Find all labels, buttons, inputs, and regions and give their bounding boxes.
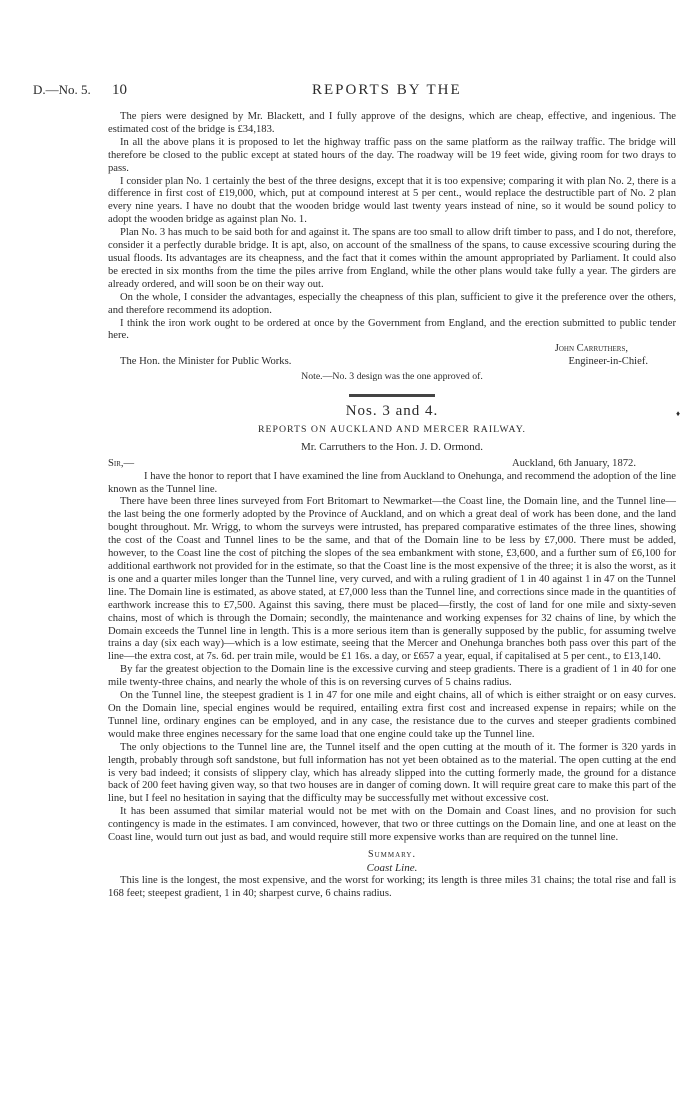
summary-subheading: Coast Line. bbox=[366, 861, 418, 874]
letter-heading: Mr. Carruthers to the Hon. J. D. Ormond. bbox=[300, 440, 484, 453]
paragraph: I think the iron work ought to be ordered at once by the Government from England, and the erection submitted to public tender here. bbox=[108, 317, 676, 342]
paragraph: On the whole, I consider the advantages, especially the cheapness of this plan, sufficient to give it the preference over the others, and therefore recommend its adoption. bbox=[108, 291, 676, 316]
paragraph: I consider plan No. 1 certainly the best of the three designs, except that it is too expensive; comparing it with plan No. 2, there is a difference in first cost of £19,000, which, put at compound interest at 5 per cent., would replace the destructible part of No. 2 plan every nine years. I have no doubt that the wooden bridge would last twenty years instead of nine, so it would be sound policy to adopt the wooden bridge as against plan No. 1. bbox=[108, 175, 676, 226]
footnote: Note.—No. 3 design was the one approved of. bbox=[301, 371, 483, 383]
signature-title: Engineer-in-Chief. bbox=[568, 356, 648, 368]
page-number: 10 bbox=[112, 82, 127, 98]
salutation-row bbox=[108, 458, 676, 471]
paragraph: The only objections to the Tunnel line are, the Tunnel itself and the open cutting at the mouth of it. The former is 320 yards in length, probably through soft sandstone, but full information has not yet been obtained as to the material. The open cutting at the end is very bad indeed; it consists of slippery clay, which has already slipped into the cutting formerly made, the ground for a distance back of 200 feet having given way, so that two houses are in danger of coming down. It will require great care to make this part of the line, but I feel no hesitation in saying that the difficulty may be successfully met without excessive cost. bbox=[108, 741, 676, 805]
paragraph: Plan No. 3 has much to be said both for and against it. The spans are too small to allow drift timber to pass, and I do not, therefore, consider it a perfectly durable bridge. It is apt, also, on account of the smallness of the spans, to cause excessive scouring during the usual floods. Its advantages are its cheapness, and the fact that it comes within the amount appropriated by Parliament. It could also be erected in six months from the time the piles arrive from England, while the other plans would take fully a year. The girders are already ordered, and will soon be on their way out. bbox=[108, 227, 676, 290]
section-divider bbox=[349, 394, 435, 397]
paragraph: There have been three lines surveyed from Fort Britomart to Newmarket—the Coast line, the Domain line, and the Tunnel line—the last being the one formerly adopted by the Province of Auckland, and on which a great deal of work has been done, and the land bought throughout. Mr. Wrigg, to whom the surveys were intrusted, has prepared comparative estimates of the three lines, showing the cost of the Coast and Tunnel lines to be the same, and that of the Domain line to be less by £7,000. There must be added, however, to the Coast line the cost of pitching the slopes of the sea embankment with stone, £3,600, and a further sum of £6,100 for additional earthwork not provided for in the estimate, so that the Coast line is the most expensive of the three; it is also the worst, as it is one and a quarter miles longer than the Tunnel line, very curved, and with a ruling gradient of 1 in 40 against 1 in 47 on the Tunnel line. The Domain line is estimated, as above stated, at £7,000 less than the Tunnel line, and corrections since made in the quantities of earthwork increase this to £7,500. Against this saving, there must be placed—firstly, the cost of land for one mile and sixty-seven chains, most of which is through the Domain; secondly, the maintenance and working expenses for 32 chains of line, by which the Domain exceeds the Tunnel line in length. This is a more serious item than is generally supposed by the public, for assuming twelve trains a day (six each way)—which is a low estimate, seeing that the Mercer and Onehunga branches both pass over this part of the line—the extra cost, at 7s. 6d. per train mile, would be £1 16s. a day, or £657 a year, equal, if capitalised at 5 per cent., to £13,140. bbox=[108, 496, 676, 663]
document-body bbox=[108, 111, 676, 901]
paragraph: This line is the longest, the most expensive, and the worst for working; its length is three miles 31 chains; the total rise and fall is 168 feet; steepest gradient, 1 in 40; sharpest curve, 6 chains radius. bbox=[108, 874, 676, 899]
section-title: Nos. 3 and 4. bbox=[345, 403, 439, 420]
paragraph: In all the above plans it is proposed to let the highway traffic pass on the same platform as the railway traffic. The bridge will therefore be closed to the public except at stated hours of the day. The roadway will be 19 feet wide, giving room for two drays to pass. bbox=[108, 136, 676, 174]
paragraph: On the Tunnel line, the steepest gradient is 1 in 47 for one mile and eight chains, all of which is either straight or on easy curves. On the Domain line, special engines would be required, entailing extra first cost and increased expense in repairs; while on the Tunnel line, ordinary engines can be employed, and in any case, the resistance due to the curves and steeper gradients combined would make three engines necessary for the same load that one engine could take up the Tunnel line. bbox=[108, 690, 676, 740]
document-code: D.—No. 5. bbox=[33, 82, 91, 97]
paragraph: The piers were designed by Mr. Blackett, and I fully approve of the designs, which are cheap, effective, and ingenious. The estimated cost of the bridge is £34,183. bbox=[108, 111, 676, 135]
salutation: Sir,— bbox=[108, 457, 135, 469]
paragraph: It has been assumed that similar material would not be met with on the Domain and Coast lines, and no provision for such contingency is made in the estimates. I am convinced, however, that two or three cuttings on the Domain line, and one at least on the Coast line, would turn out just as bad, and would require still more expensive works than are required on the tunnel line. bbox=[108, 806, 676, 844]
margin-mark: ♦ bbox=[676, 409, 681, 418]
running-title: REPORTS BY THE bbox=[312, 82, 462, 98]
signature-name: John Carruthers, bbox=[554, 343, 628, 355]
addressee: The Hon. the Minister for Public Works. bbox=[120, 356, 292, 368]
place-date: Auckland, 6th January, 1872. bbox=[511, 457, 636, 469]
paragraph: By far the greatest objection to the Domain line is the excessive curving and steep gradients. There is a gradient of 1 in 40 for one mile twenty-three chains, and nearly the whole of this is on reversing curves of 5 chains radius. bbox=[108, 664, 676, 689]
summary-heading: Summary. bbox=[368, 848, 416, 860]
signature-row bbox=[108, 356, 676, 369]
section-subtitle: REPORTS ON AUCKLAND AND MERCER RAILWAY. bbox=[258, 423, 526, 435]
paragraph: I have the honor to report that I have examined the line from Auckland to Onehunga, and recommend the adoption of the line known as the Tunnel line. bbox=[108, 470, 676, 495]
